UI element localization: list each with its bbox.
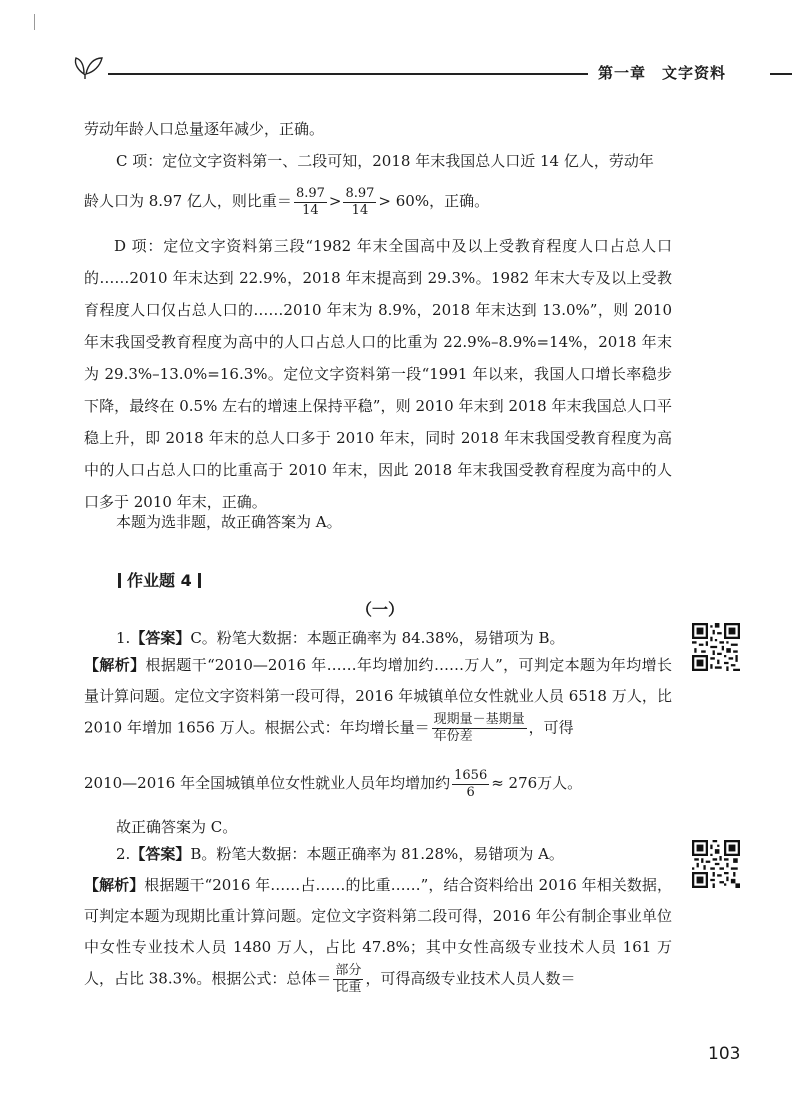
q1-analysis-text: 根据题干“2010—2016 年……年均增加约……万人”，可判定本题为年均增长量计算问题。定位文字资料第一段可得，2016 年城镇单位女性就业人员 6518 万人，比 2010 年增加 1656 万人。根据公式：年均增长量＝ <box>84 656 672 737</box>
fraction <box>294 186 327 219</box>
formula-fraction <box>432 712 527 745</box>
fraction-numerator: 1656 <box>454 767 488 783</box>
fraction <box>343 186 376 219</box>
fraction-denominator: 6 <box>466 784 475 800</box>
fraction-numerator: 8.97 <box>295 185 325 201</box>
fraction-denominator: 比重 <box>335 980 362 995</box>
formula-fraction <box>333 963 363 996</box>
q1-calc-suffix: ≈ 276万人。 <box>491 774 583 792</box>
c-item-line2 <box>84 183 489 219</box>
answer-label: 【答案】 <box>130 845 191 863</box>
qr-code-icon[interactable] <box>692 840 740 888</box>
bracket-left <box>118 573 121 588</box>
fraction-numerator: 现期量－基期量 <box>433 712 525 727</box>
page-number: 103 <box>708 1044 741 1064</box>
q1-analysis <box>84 650 672 745</box>
gt-sign: > <box>328 192 342 210</box>
c-item-suffix: > 60%，正确。 <box>378 192 490 210</box>
scan-mark <box>34 14 35 30</box>
section-title <box>118 568 201 591</box>
answer-label: 【答案】 <box>130 629 191 647</box>
q2-analysis <box>84 870 672 996</box>
q1-answer-text: C。粉笔大数据：本题正确率为 84.38%，易错项为 B。 <box>190 629 565 647</box>
para-continuation: 劳动年龄人口总量逐年减少，正确。 <box>84 120 325 138</box>
fraction-denominator: 14 <box>302 202 319 218</box>
chapter-title: 第一章 文字资料 <box>598 64 727 82</box>
c-item-prefix: 龄人口为 8.97 亿人，则比重＝ <box>84 192 292 210</box>
conclusion: 本题为选非题，故正确答案为 A。 <box>116 513 342 531</box>
q1-final: 故正确答案为 C。 <box>116 818 238 836</box>
q1-number: 1. <box>116 629 131 647</box>
analysis-label: 【解析】 <box>84 656 146 674</box>
fraction-denominator: 14 <box>351 202 369 218</box>
d-item-paragraph: D 项：定位文字资料第三段“1982 年末全国高中及以上受教育程度人口占总人口的……2010 年末达到 22.9%，2018 年末提高到 29.3%。1982 年末大专及以上受教育程度人口仅占总人口的……2010 年末为 8.9%，2018 年末达到 13.0%”，则 2010 年末我国受教育程度为高中的人口占总人口的比重为 22.9%–8.9%=14%，2018 年末为 29.3%–13.0%=16.3%。定位文字资料第一段“1991 年以来，我国人口增长率稳步下降，最终在 0.5% 左右的增速上保持平稳”，则 2010 年末到 2018 年末我国总人口平稳上升，即 2018 年末的总人口多于 2010 年末，同时 2018 年末我国受教育程度为高中的人口占总人口的比重高于 2010 年末，因此 2018 年末我国受教育程度为高中的人口多于 2010 年末，正确。 <box>84 237 672 511</box>
fraction-numerator: 8.97 <box>345 185 375 201</box>
fraction-denominator: 年份差 <box>433 729 473 744</box>
header-rule-left <box>108 73 588 75</box>
sub-title: （一） <box>356 600 405 619</box>
q2-answer-text: B。粉笔大数据：本题正确率为 81.28%，易错项为 A。 <box>190 845 564 863</box>
c-item-line1: C 项：定位文字资料第一、二段可知，2018 年末我国总人口近 14 亿人，劳动年 <box>116 152 654 170</box>
fraction-numerator: 部分 <box>335 963 362 978</box>
section-title-text: 作业题 4 <box>127 571 192 590</box>
q2-analysis-after: ，可得高级专业技术人员人数＝ <box>365 969 576 988</box>
q2-analysis-text: 根据题干“2016 年……占……的比重……”，结合资料给出 2016 年相关数据，可判定本题为现期比重计算问题。定位文字资料第二段可得，2016 年公有制企事业单位中女性专业技术人员 1480 万人，占比 47.8%；其中女性高级专业技术人员 161 万人，占比 38.3%。根据公式：总体＝ <box>84 876 672 988</box>
q1-calc-prefix: 2010—2016 年全国城镇单位女性就业人员年均增加约 <box>84 774 451 792</box>
bracket-right <box>198 573 201 588</box>
header-rule-right <box>770 73 792 75</box>
q1-answer-line <box>116 626 565 650</box>
q2-number: 2. <box>116 845 131 863</box>
analysis-label: 【解析】 <box>84 876 145 894</box>
q2-answer-line <box>116 842 564 866</box>
calc-fraction <box>452 768 489 801</box>
q1-calc-line <box>84 765 582 801</box>
sprout-icon <box>70 50 110 80</box>
q1-analysis-after: ，可得 <box>528 718 574 737</box>
qr-code-icon[interactable] <box>692 623 740 671</box>
